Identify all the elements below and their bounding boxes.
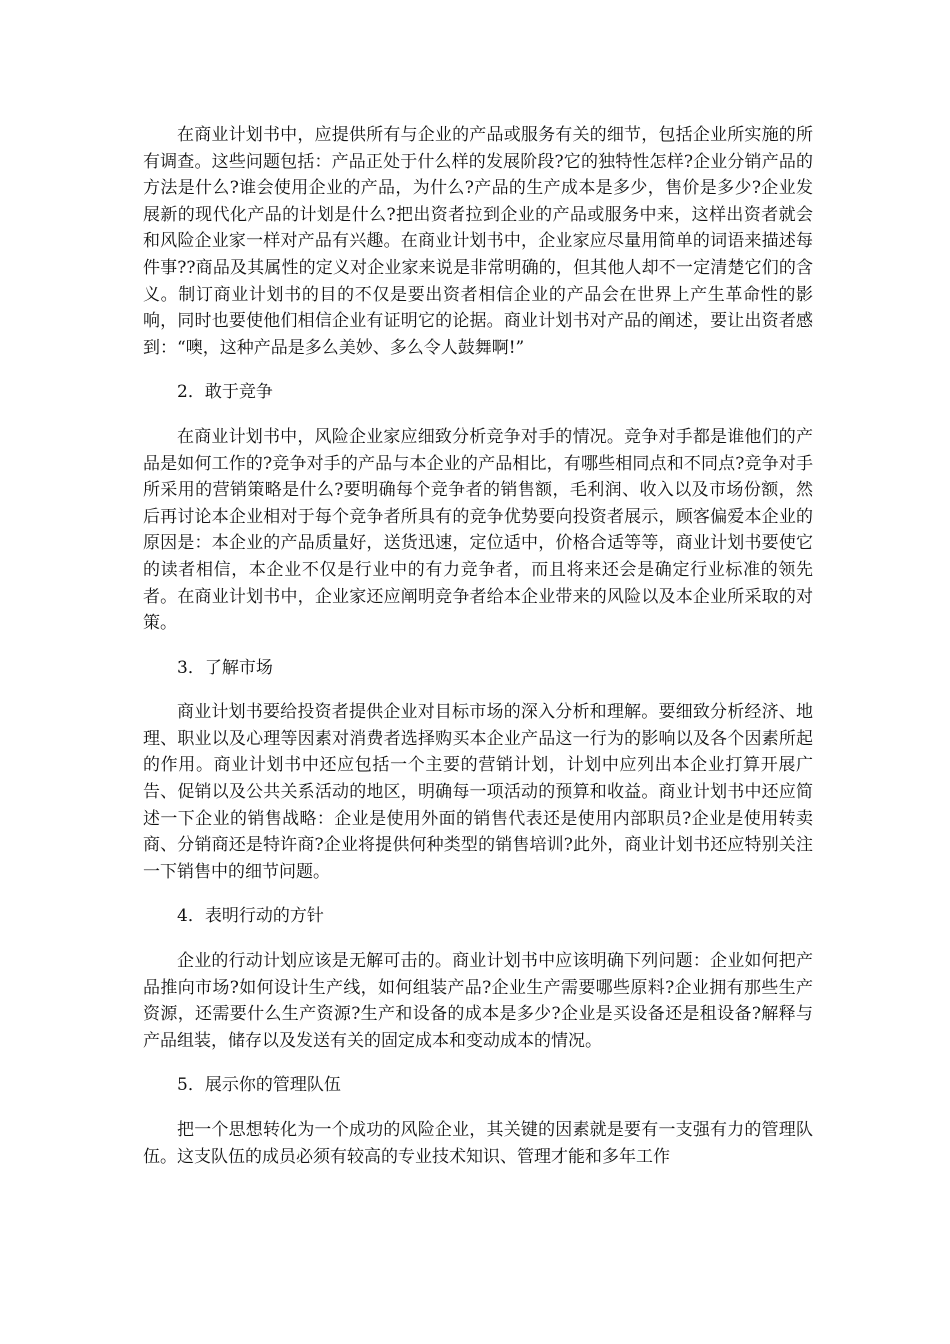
section-heading-market: 3．了解市场 [177, 657, 273, 678]
section-heading-action: 4．表明行动的方针 [177, 906, 324, 927]
document-body [143, 122, 813, 1188]
section-body-team: 把一个思想转化为一个成功的风险企业，其关键的因素就是要有一支强有力的管理队伍。这支队伍的成员必须有较高的专业技术知识、管理才能和多年工作 [143, 1120, 813, 1167]
intro-paragraph: 在商业计划书中，应提供所有与企业的产品或服务有关的细节，包括企业所实施的所有调查。这些问题包括：产品正处于什么样的发展阶段?它的独特性怎样?企业分销产品的方法是什么?谁会使用企业的产品，为什么?产品的生产成本是多少，售价是多少?企业发展新的现代化产品的计划是什么?把出资者拉到企业的产品或服务中来，这样出资者就会和风险企业家一样对产品有兴趣。在商业计划书中，企业家应尽量用简单的词语来描述每件事??商品及其属性的定义对企业家来说是非常明确的，但其他人却不一定清楚它们的含义。制订商业计划书的目的不仅是要出资者相信企业的产品会在世界上产生革命性的影响，同时也要使他们相信企业有证明它的论据。商业计划书对产品的阐述，要让出资者感到：“噢，这种产品是多么美妙、多么令人鼓舞啊!” [143, 125, 813, 358]
section-body-market: 商业计划书要给投资者提供企业对目标市场的深入分析和理解。要细致分析经济、地理、职业以及心理等因素对消费者选择购买本企业产品这一行为的影响以及各个因素所起的作用。商业计划书中还应包括一个主要的营销计划，计划中应列出本企业打算开展广告、促销以及公共关系活动的地区，明确每一项活动的预算和收益。商业计划书中还应简述一下企业的销售战略：企业是使用外面的销售代表还是使用内部职员?企业是使用转卖商、分销商还是特许商?企业将提供何种类型的销售培训?此外，商业计划书还应特别关注一下销售中的细节问题。 [143, 702, 813, 882]
section-heading-compete: 2．敢于竞争 [177, 382, 273, 403]
section-body-action: 企业的行动计划应该是无解可击的。商业计划书中应该明确下列问题：企业如何把产品推向市场?如何设计生产线，如何组装产品?企业生产需要哪些原料?企业拥有那些生产资源，还需要什么生产资源?生产和设备的成本是多少?企业是买设备还是租设备?解释与产品组装，储存以及发送有关的固定成本和变动成本的情况。 [143, 951, 813, 1051]
section-body-compete: 在商业计划书中，风险企业家应细致分析竞争对手的情况。竞争对手都是谁他们的产品是如何工作的?竞争对手的产品与本企业的产品相比，有哪些相同点和不同点?竞争对手所采用的营销策略是什么?要明确每个竞争者的销售额，毛利润、收入以及市场份额，然后再讨论本企业相对于每个竞争者所具有的竞争优势要向投资者展示，顾客偏爱本企业的原因是：本企业的产品质量好，送货迅速，定位适中，价格合适等等，商业计划书要使它的读者相信，本企业不仅是行业中的有力竞争者，而且将来还会是确定行业标准的领先者。在商业计划书中，企业家还应阐明竞争者给本企业带来的风险以及本企业所采取的对策。 [143, 426, 813, 634]
section-heading-team: 5．展示你的管理队伍 [177, 1075, 341, 1096]
